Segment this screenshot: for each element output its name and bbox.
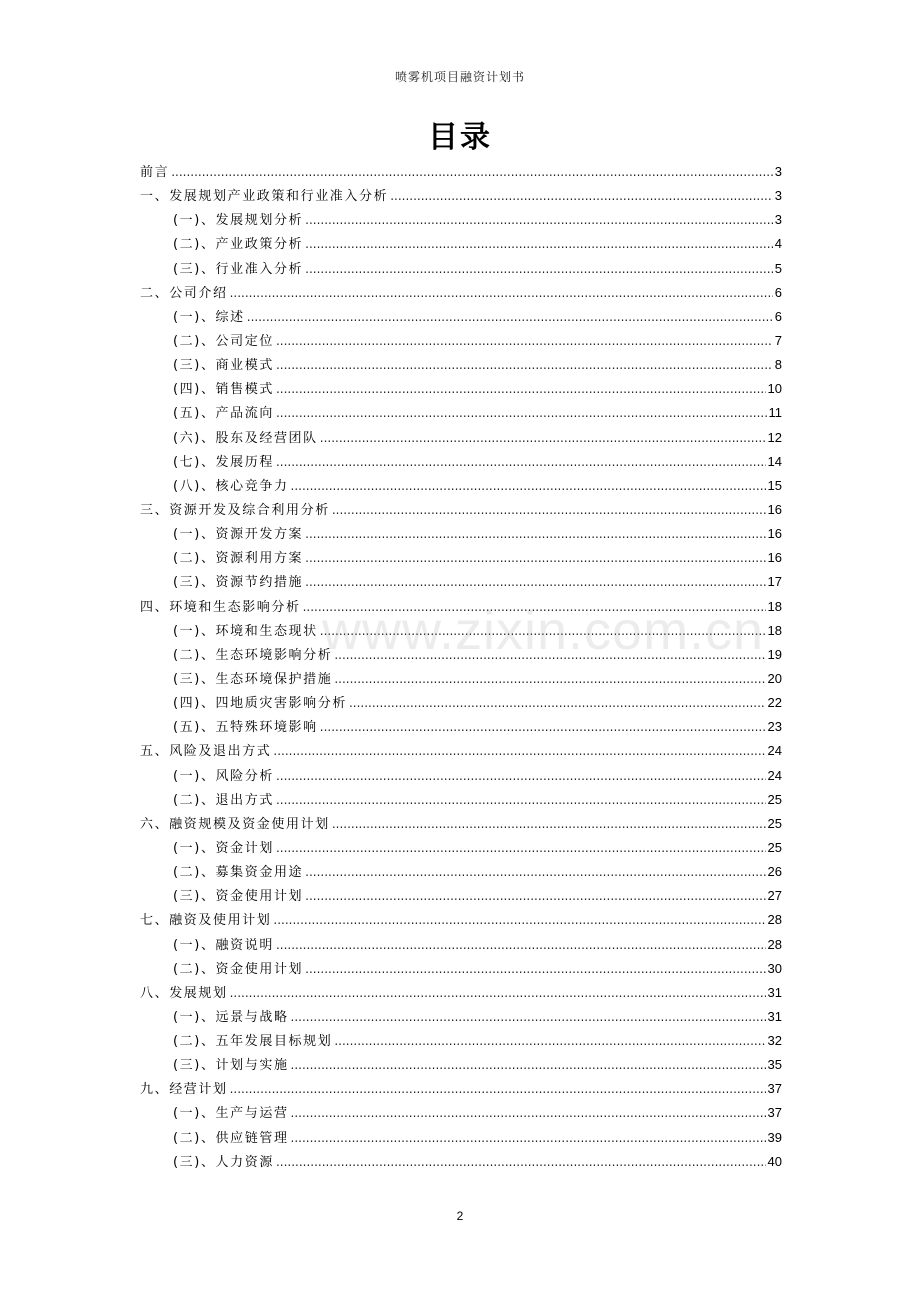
toc-entry-label: 一、发展规划产业政策和行业准入分析 [140, 189, 389, 205]
toc-entry-page: 16 [767, 501, 782, 517]
toc-entry-label: 三、资源开发及综合利用分析 [140, 502, 330, 518]
toc-entry-page: 15 [767, 477, 782, 493]
toc-entry[interactable] [140, 813, 782, 837]
toc-entry-page: 17 [767, 574, 782, 590]
toc-entry-label: (一)、资金计划 [173, 840, 274, 856]
toc-leader-dots [291, 1106, 766, 1120]
toc-entry-label: (一)、资源开发方案 [173, 527, 304, 543]
toc-leader-dots [305, 575, 765, 589]
toc-entry-page: 5 [774, 260, 782, 276]
toc-entry-page: 4 [774, 236, 782, 252]
toc-leader-dots [332, 503, 766, 517]
toc-entry-page: 25 [767, 815, 782, 831]
toc-entry[interactable] [140, 934, 782, 958]
toc-entry[interactable] [140, 765, 782, 789]
toc-entry-page: 26 [767, 864, 782, 880]
toc-leader-dots [305, 262, 773, 276]
toc-entry-label: (二)、募集资金用途 [173, 865, 304, 881]
toc-entry-label: (二)、五年发展目标规划 [173, 1034, 333, 1050]
toc-leader-dots [230, 986, 766, 1000]
toc-entry[interactable] [140, 1054, 782, 1078]
toc-entry-label: 五、风险及退出方式 [140, 744, 272, 760]
toc-entry[interactable] [140, 1127, 782, 1151]
toc-leader-dots [305, 213, 773, 227]
toc-entry-page: 23 [767, 719, 782, 735]
toc-entry-label: (二)、资源利用方案 [173, 551, 304, 567]
toc-leader-dots [305, 889, 765, 903]
toc-entry-label: (三)、行业准入分析 [173, 261, 304, 277]
toc-entry[interactable] [140, 1102, 782, 1126]
toc-leader-dots [390, 189, 773, 203]
toc-entry-label: 六、融资规模及资金使用计划 [140, 816, 330, 832]
toc-leader-dots [305, 237, 773, 251]
toc-entry-label: (四)、销售模式 [173, 382, 274, 398]
toc-entry-label: (二)、公司定位 [173, 333, 274, 349]
toc-entry-page: 31 [767, 1008, 782, 1024]
toc-leader-dots [320, 720, 766, 734]
toc-entry[interactable] [140, 306, 782, 330]
toc-entry-label: (一)、发展规划分析 [173, 213, 304, 229]
toc-entry[interactable] [140, 233, 782, 257]
toc-entry[interactable] [140, 547, 782, 571]
toc-entry-label: (六)、股东及经营团队 [173, 430, 318, 446]
toc-entry-label: (三)、计划与实施 [173, 1058, 289, 1074]
toc-leader-dots [276, 455, 766, 469]
toc-entry-label: 二、公司介绍 [140, 285, 228, 301]
toc-entry-page: 12 [767, 429, 782, 445]
toc-entry[interactable] [140, 209, 782, 233]
toc-entry-page: 16 [767, 550, 782, 566]
toc-leader-dots [320, 624, 766, 638]
toc-entry-page: 3 [774, 188, 782, 204]
toc-entry[interactable] [140, 330, 782, 354]
toc-leader-dots [276, 841, 766, 855]
toc-entry-page: 19 [767, 646, 782, 662]
toc-leader-dots [332, 817, 766, 831]
toc-entry[interactable] [140, 427, 782, 451]
toc-entry-label: (三)、商业模式 [173, 358, 274, 374]
toc-entry-page: 31 [767, 984, 782, 1000]
toc-entry-label: (一)、远景与战略 [173, 1009, 289, 1025]
toc-leader-dots [291, 1131, 766, 1145]
page-number: 2 [456, 1209, 464, 1223]
toc-leader-dots [247, 310, 773, 324]
toc-entry-label: (二)、资金使用计划 [173, 961, 304, 977]
toc-leader-dots [334, 1034, 765, 1048]
toc-entry[interactable] [140, 475, 782, 499]
toc-entry[interactable] [140, 716, 782, 740]
toc-entry[interactable] [140, 861, 782, 885]
toc-entry[interactable] [140, 499, 782, 523]
toc-entry-page: 39 [767, 1129, 782, 1145]
toc-entry[interactable] [140, 451, 782, 475]
toc-leader-dots [334, 672, 765, 686]
toc-entry-label: (二)、供应链管理 [173, 1130, 289, 1146]
toc-entry-page: 7 [774, 332, 782, 348]
toc-entry-page: 3 [774, 212, 782, 228]
toc-entry[interactable] [140, 982, 782, 1006]
toc-entry-page: 18 [767, 598, 782, 614]
toc-entry-label: (三)、资源节约措施 [173, 575, 304, 591]
toc-leader-dots [276, 334, 773, 348]
toc-entry-label: 前言 [140, 165, 170, 180]
toc-leader-dots [291, 1010, 766, 1024]
toc-entry-label: (三)、生态环境保护措施 [173, 671, 333, 687]
toc-entry[interactable] [140, 668, 782, 692]
toc-leader-dots [349, 696, 766, 710]
toc-entry-page: 37 [767, 1105, 782, 1121]
toc-leader-dots [276, 938, 766, 952]
toc-entry[interactable] [140, 378, 782, 402]
toc-leader-dots [230, 1082, 766, 1096]
toc-entry-page: 10 [767, 381, 782, 397]
toc-entry-page: 35 [767, 1057, 782, 1073]
toc-leader-dots [273, 913, 765, 927]
toc-entry[interactable] [140, 740, 782, 764]
toc-entry-label: (七)、发展历程 [173, 454, 274, 470]
toc-entry-label: (二)、退出方式 [173, 792, 274, 808]
toc-entry-label: (二)、生态环境影响分析 [173, 647, 333, 663]
toc-entry[interactable] [140, 402, 782, 426]
toc-entry-page: 18 [767, 622, 782, 638]
toc-entry-label: (一)、综述 [173, 309, 245, 325]
toc-entry-label: (一)、风险分析 [173, 768, 274, 784]
toc-entry[interactable] [140, 692, 782, 716]
table-of-contents [140, 161, 782, 1175]
toc-entry-label: (四)、四地质灾害影响分析 [173, 696, 347, 712]
toc-leader-dots [291, 1058, 766, 1072]
toc-entry-page: 28 [767, 912, 782, 928]
toc-entry-page: 25 [767, 791, 782, 807]
toc-leader-dots [291, 479, 766, 493]
toc-entry-page: 6 [774, 284, 782, 300]
toc-entry-page: 24 [767, 767, 782, 783]
toc-entry-page: 37 [767, 1081, 782, 1097]
toc-entry[interactable] [140, 1078, 782, 1102]
toc-leader-dots [273, 744, 765, 758]
toc-entry[interactable] [140, 185, 782, 209]
toc-entry[interactable] [140, 1006, 782, 1030]
toc-entry-label: (一)、生产与运营 [173, 1106, 289, 1122]
toc-entry-label: (三)、人力资源 [173, 1154, 274, 1170]
toc-entry[interactable] [140, 596, 782, 620]
toc-entry-page: 28 [767, 936, 782, 952]
running-header: 喷雾机项目融资计划书 [394, 70, 525, 84]
toc-leader-dots [334, 648, 765, 662]
page-title: 目录 [428, 120, 492, 155]
toc-entry-page: 25 [767, 839, 782, 855]
toc-entry-page: 8 [774, 357, 782, 373]
toc-entry[interactable] [140, 837, 782, 861]
toc-entry-label: (五)、产品流向 [173, 406, 274, 422]
toc-entry-label: 四、环境和生态影响分析 [140, 599, 301, 615]
toc-entry-page: 11 [768, 405, 782, 421]
toc-leader-dots [303, 600, 766, 614]
watermark: www.zixin.com.cn [322, 601, 765, 661]
toc-entry[interactable] [140, 161, 782, 185]
toc-entry-page: 6 [774, 308, 782, 324]
toc-entry-label: (三)、资金使用计划 [173, 889, 304, 905]
toc-entry[interactable] [140, 571, 782, 595]
toc-leader-dots [276, 769, 766, 783]
toc-leader-dots [276, 406, 767, 420]
toc-leader-dots [305, 865, 765, 879]
toc-leader-dots [276, 358, 773, 372]
toc-entry-page: 20 [767, 670, 782, 686]
toc-leader-dots [171, 165, 773, 179]
toc-entry-label: 七、融资及使用计划 [140, 913, 272, 929]
toc-entry-label: (五)、五特殊环境影响 [173, 720, 318, 736]
toc-entry-label: (二)、产业政策分析 [173, 237, 304, 253]
toc-entry-page: 27 [767, 888, 782, 904]
toc-entry[interactable] [140, 1151, 782, 1175]
toc-entry[interactable] [140, 789, 782, 813]
toc-entry-page: 16 [767, 526, 782, 542]
toc-leader-dots [305, 962, 765, 976]
toc-entry[interactable] [140, 958, 782, 982]
toc-leader-dots [305, 527, 765, 541]
toc-leader-dots [276, 1155, 766, 1169]
toc-entry-page: 24 [767, 743, 782, 759]
toc-entry-label: 九、经营计划 [140, 1082, 228, 1098]
toc-entry-page: 22 [767, 695, 782, 711]
toc-entry[interactable] [140, 354, 782, 378]
toc-entry-label: (一)、环境和生态现状 [173, 623, 318, 639]
toc-leader-dots [320, 431, 766, 445]
toc-entry[interactable] [140, 620, 782, 644]
toc-leader-dots [276, 382, 766, 396]
toc-entry[interactable] [140, 282, 782, 306]
toc-entry[interactable] [140, 258, 782, 282]
toc-leader-dots [276, 793, 766, 807]
toc-entry-page: 30 [767, 960, 782, 976]
toc-entry-label: 八、发展规划 [140, 985, 228, 1001]
toc-entry-page: 14 [767, 453, 782, 469]
toc-entry-label: (八)、核心竞争力 [173, 478, 289, 494]
toc-entry-page: 40 [767, 1153, 782, 1169]
toc-entry[interactable] [140, 885, 782, 909]
toc-entry[interactable] [140, 1030, 782, 1054]
toc-leader-dots [230, 286, 773, 300]
toc-entry-page: 3 [774, 164, 782, 179]
toc-entry-page: 32 [767, 1033, 782, 1049]
toc-entry[interactable] [140, 909, 782, 933]
toc-entry[interactable] [140, 644, 782, 668]
toc-entry-label: (一)、融资说明 [173, 937, 274, 953]
toc-leader-dots [305, 551, 765, 565]
toc-entry[interactable] [140, 523, 782, 547]
